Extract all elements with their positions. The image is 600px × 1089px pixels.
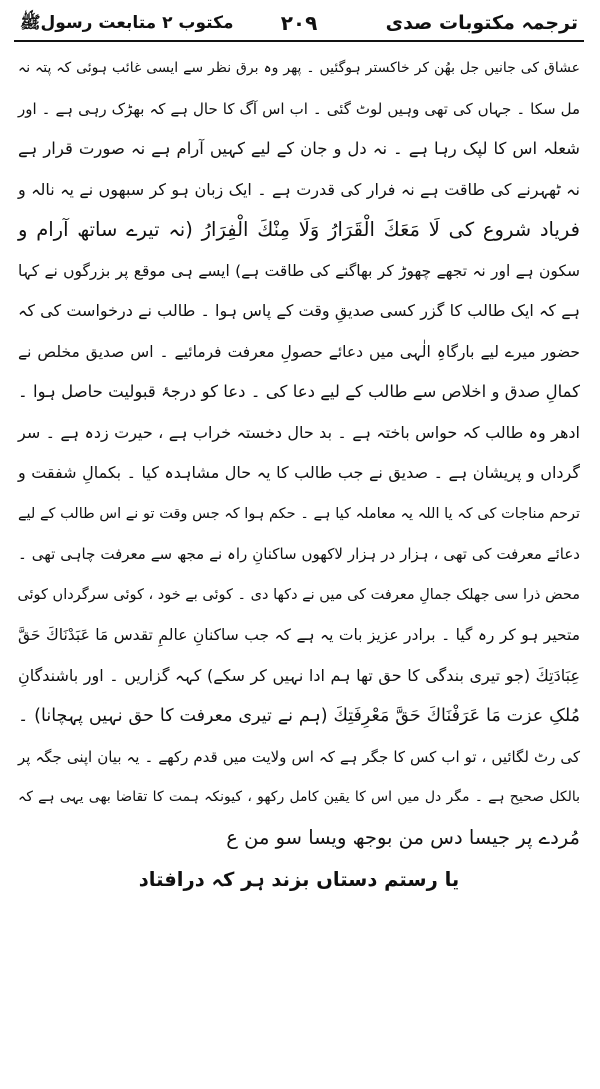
text-line: ترحم مناجات کی کہ یا اللہ یہ معاملہ کیا ہے ۔ حکم ہوا کہ جس وقت تو نے اس طالب کے لیے: [18, 505, 580, 522]
page-number: ۲۰۹: [280, 11, 318, 35]
text-line: ادھر وہ طالب کہ حواس باختہ ہے ۔ بد حال دخستہ خراب ہے ، حیرت زدہ ہے ۔ سر: [18, 422, 580, 442]
text-line: مل سکا ۔ جہاں کی تھی وہیں لوٹ گئی ۔ اب اس آگ کا حال ہے کہ بھڑک رہی ہے ۔ اور: [18, 99, 580, 118]
text-line: بالکل صحیح ہے ۔ مگر دل میں اس کا یقین کامل رکھو ، کیونکہ ہمت کا تقاضا بھی یہی ہے کہ: [18, 789, 580, 805]
text-line: مُلکِ عزت مَا عَرَفْنَاكَ حَقَّ مَعْرِفَتِكَ (ہم نے تیری معرفت کا حق نہیں پہچانا) ۔: [18, 706, 580, 726]
header-rule: [14, 40, 584, 42]
text-line: فریاد شروع کی لَا مَعَكَ الْقَرَارُ وَلَا مِنْكَ الْفِرَارُ (نہ تیرے ساتھ آرام و: [18, 218, 580, 241]
text-line: حضور میرے لیے بارگاہِ الٰہی میں دعائے حصولِ معرفت فرمائیے ۔ اس صدیق مخلص نے: [18, 342, 580, 361]
body-text: [14, 48, 584, 858]
text-line: عشاق کی جانیں جل بھُن کر خاکستر ہوگئیں ۔ پھر وہ برق نظر سے ایسی غائب ہوئی کہ پتہ نہ: [18, 60, 580, 76]
text-line: گرداں و پریشان ہے ۔ صدیق نے جب طالب کا یہ حال مشاہدہ کیا ۔ بکمالِ شفقت و: [18, 463, 580, 482]
text-line: ہے کہ ایک طالب کا گزر کسی صدیقِ وقت کے پاس ہوا ۔ طالب نے درخواست کی کہ: [18, 301, 580, 320]
text-line: متحیر ہو کر رہ گیا ۔ برادر عزیز بات یہ ہے کہ جب ساکنانِ عالمِ تقدس مَا عَبَدْنَاكَ حَقَّ: [18, 626, 580, 644]
text-line: کی رٹ لگائیں ، تو اب کس کا جگر ہے کہ اس ولایت میں قدم رکھے ۔ یہ بیان اپنی جگہ پر: [18, 747, 580, 766]
text-line: مُردے پر جیسا دس من بوجھ ویسا سو من ع: [226, 825, 580, 849]
verse-line: یا رستم دستاں بزند ہر کہ درافتاد: [138, 868, 460, 891]
book-title: ترجمہ مکتوبات صدی: [385, 12, 578, 34]
text-line: دعائے معرفت کی تھی ، ہزار در ہزار لاکھوں ساکنانِ راہ نے مجھ سے معرفت چاہی تھی ۔: [18, 545, 580, 563]
text-line: نہ ٹھہرنے کی طاقت ہے نہ فرار کی قدرت ہے ۔ ایک زبان ہو کر سبھوں نے یہ نالہ و: [18, 179, 580, 199]
text-line: کمالِ صدق و اخلاص سے طالب کے لیے دعا کی ۔ دعا کو درجۂ قبولیت حاصل ہوا ۔: [18, 382, 580, 401]
text-line: محض ذرا سی جھلک جمالِ معرفت کی میں نے دکھا دی ۔ کوئی بے خود ، کوئی سرگرداں کوئی: [17, 586, 580, 603]
text-line: شعلہ اس کا لپک رہا ہے ۔ نہ دل و جان کے لیے کہیں آرام ہے نہ صورت قرار ہے: [18, 139, 580, 158]
text-line: عِبَادَتِكَ (جو تیری بندگی کا حق تھا ہم ادا نہیں کر سکے) کہہ گزاریں ۔ اور باشندگانِ: [18, 665, 580, 685]
verse-block: [14, 860, 584, 900]
running-header: [14, 6, 584, 40]
text-line: سکون ہے اور نہ تجھے چھوڑ کر بھاگنے کی طاقت ہے) ایسے ہی موقع پر بزرگوں نے کہا: [18, 261, 580, 280]
chapter-title: مکتوب ۲ متابعت رسولﷺ: [20, 13, 234, 33]
